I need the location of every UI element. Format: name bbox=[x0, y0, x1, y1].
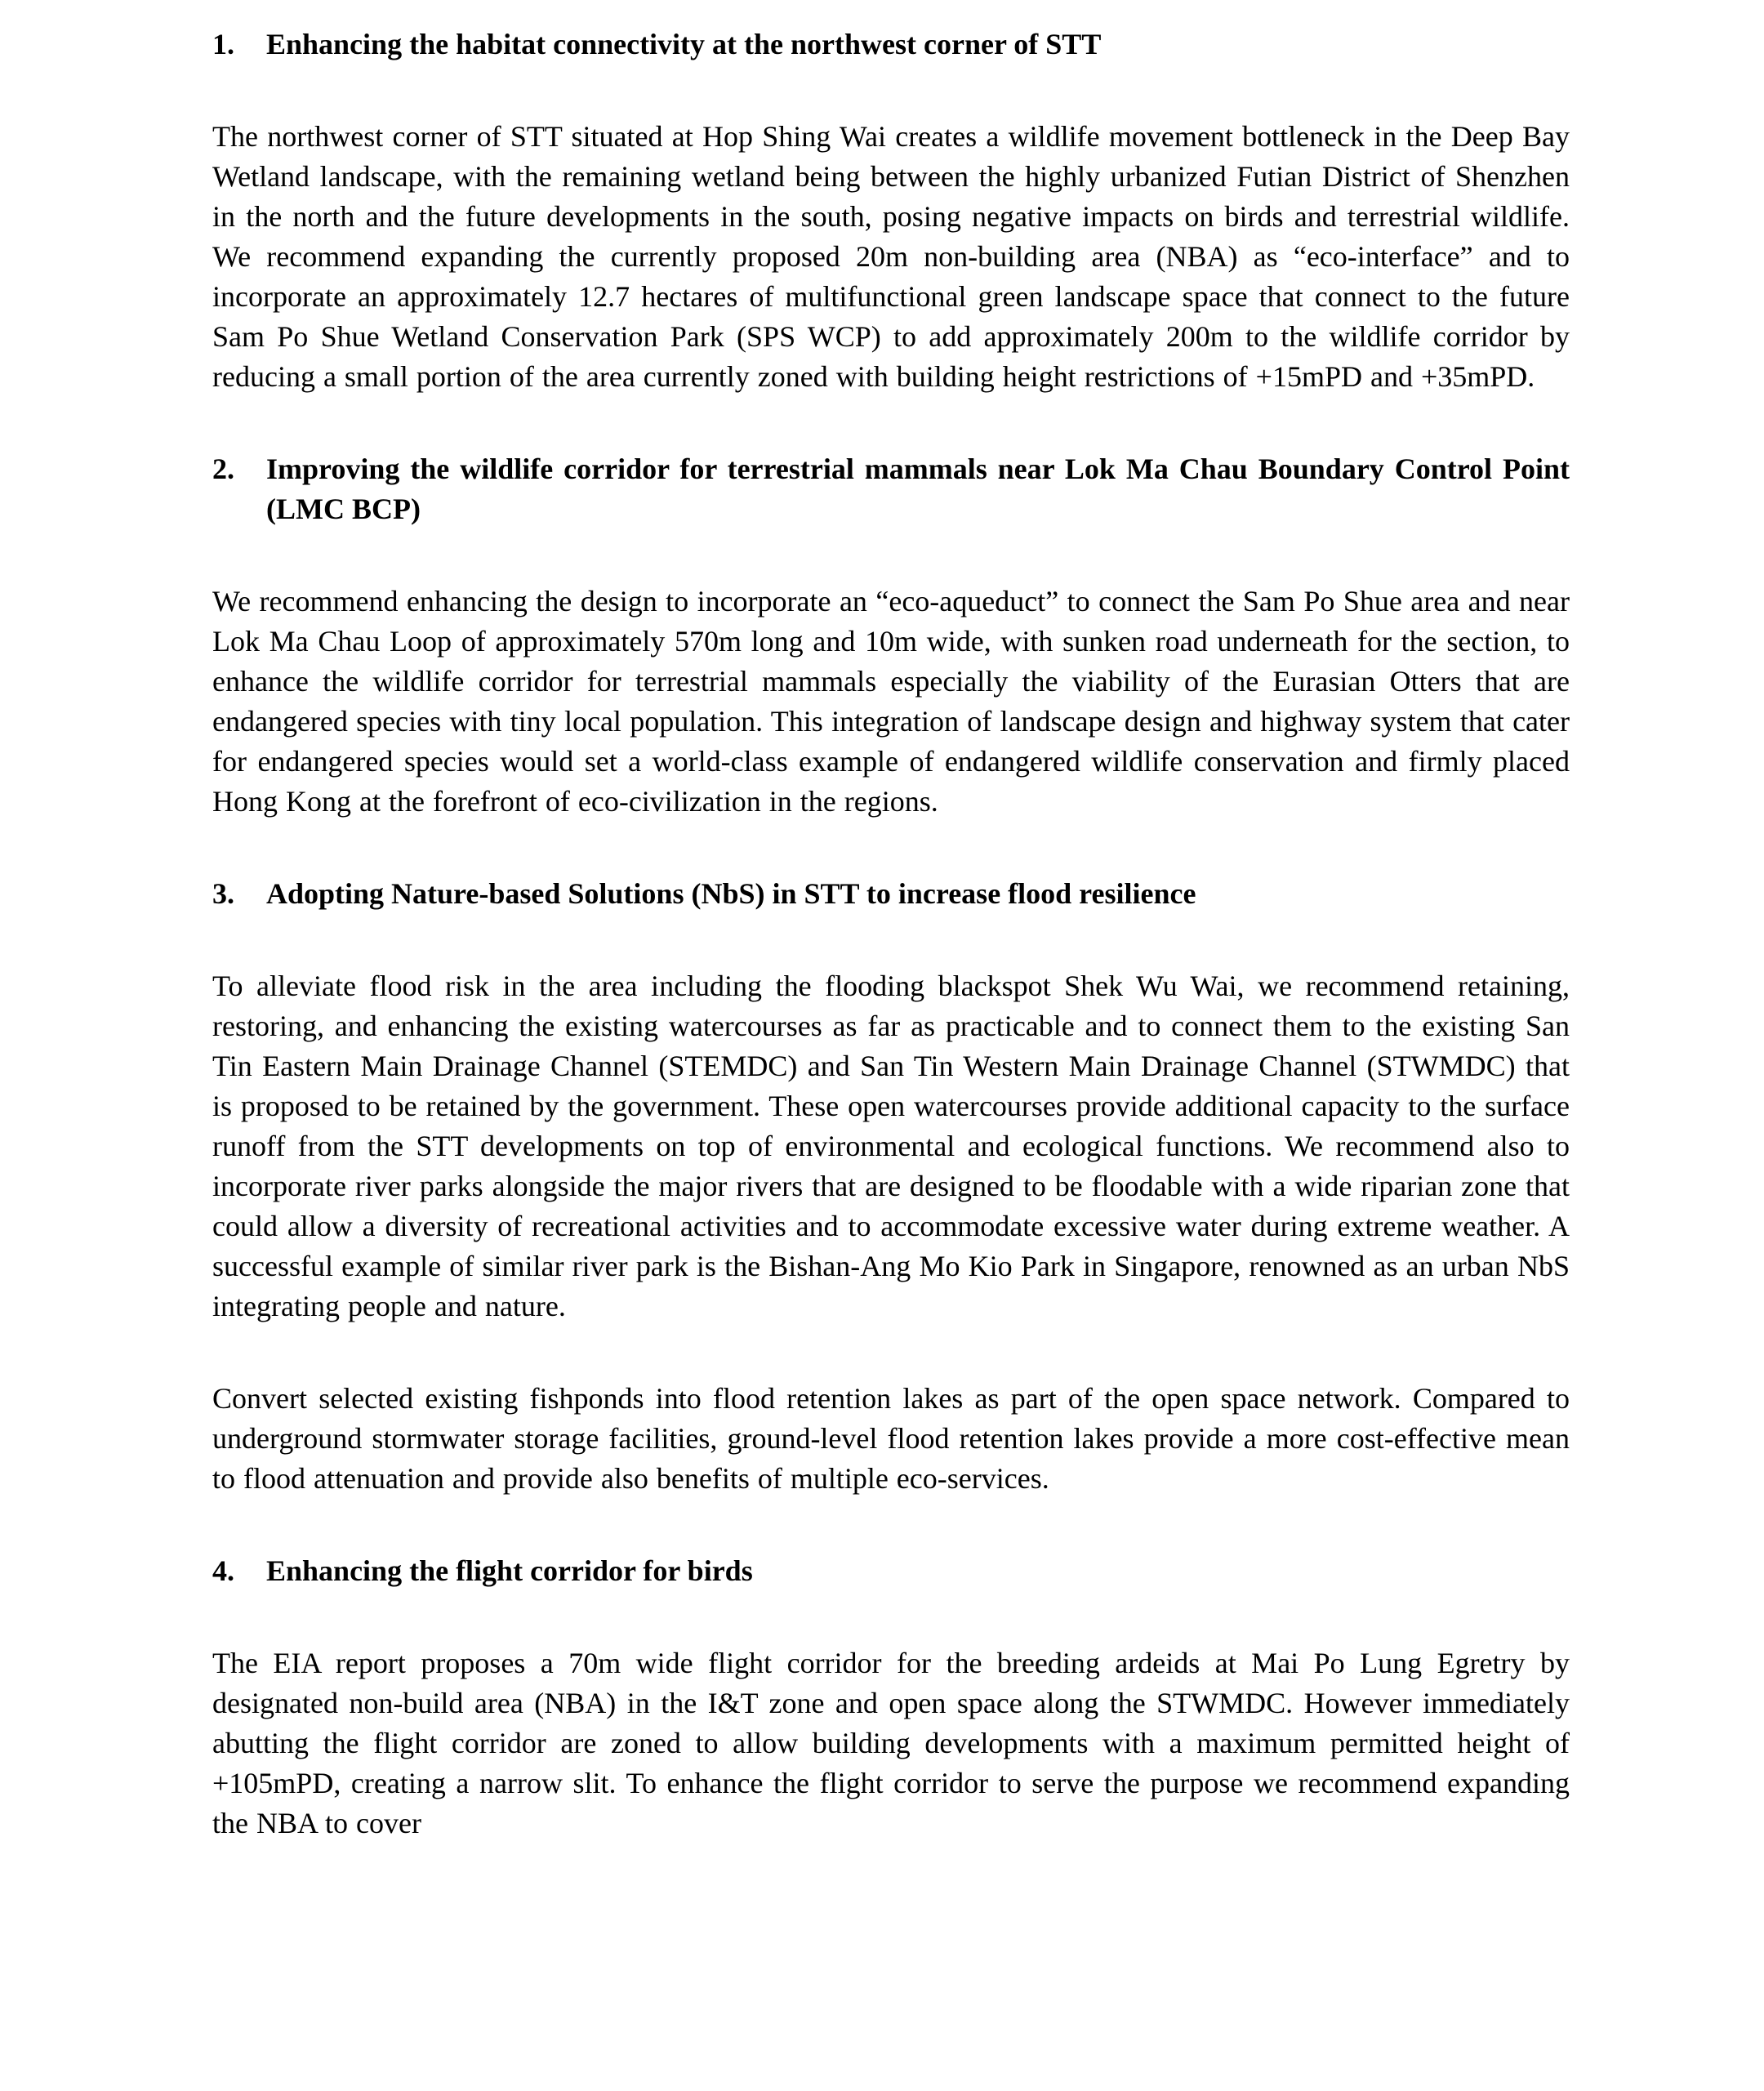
section-number-2: 2. bbox=[212, 453, 234, 485]
paragraph-1: The northwest corner of STT situated at Hop Shing Wai creates a wildlife movement bottleneck in the Deep Bay Wetland landscape, with the remaining wetland being between the highly urbanized Futian District of Shenzhen in the north and the future developments in the south, posing negative impacts on birds and terrestrial wildlife. We recommend expanding the currently proposed 20m non-building area (NBA) as “eco-interface” and to incorporate an approximately 12.7 hectares of multifunctional green landscape space that connect to the future Sam Po Shue Wetland Conservation Park (SPS WCP) to add approximately 200m to the wildlife corridor by reducing a small portion of the area currently zoned with building height restrictions of +15mPD and +35mPD. bbox=[212, 120, 1570, 393]
section-heading-3 bbox=[212, 874, 1570, 914]
section-title-4: Enhancing the flight corridor for birds bbox=[266, 1554, 753, 1587]
paragraph-4: Convert selected existing fishponds into flood retention lakes as part of the open space network. Compared to underground stormwater storage facilities, ground-level flood retention lakes provide a more cost-effective mean to flood attenuation and provide also benefits of multiple eco-services. bbox=[212, 1382, 1570, 1495]
paragraph-2: We recommend enhancing the design to incorporate an “eco-aqueduct” to connect the Sam Po Shue area and near Lok Ma Chau Loop of approximately 570m long and 10m wide, with sunken road underneath for the section, to enhance the wildlife corridor for terrestrial mammals especially the viability of the Eurasian Otters that are endangered species with tiny local population. This integration of landscape design and highway system that cater for endangered species would set a world-class example of endangered wildlife conservation and firmly placed Hong Kong at the forefront of eco-civilization in the regions. bbox=[212, 585, 1570, 818]
section-number-4: 4. bbox=[212, 1554, 234, 1587]
section-title-2: Improving the wildlife corridor for terrestrial mammals near Lok Ma Chau Boundary Control Point (LMC BCP) bbox=[266, 453, 1570, 525]
section-heading-1 bbox=[212, 25, 1570, 65]
paragraph-5: The EIA report proposes a 70m wide flight corridor for the breeding ardeids at Mai Po Lung Egretry by designated non-build area (NBA) in the I&T zone and open space along the STWMDC. However immediately abutting the flight corridor are zoned to allow building developments with a maximum permitted height of +105mPD, creating a narrow slit. To enhance the flight corridor to serve the purpose we recommend expanding the NBA to cover bbox=[212, 1647, 1570, 1839]
section-number-3: 3. bbox=[212, 877, 234, 910]
section-title-1: Enhancing the habitat connectivity at the northwest corner of STT bbox=[266, 28, 1102, 60]
section-title-3: Adopting Nature-based Solutions (NbS) in STT to increase flood resilience bbox=[266, 877, 1196, 910]
section-heading-2 bbox=[212, 449, 1570, 529]
section-number-1: 1. bbox=[212, 28, 234, 60]
paragraph-3: To alleviate flood risk in the area including the flooding blackspot Shek Wu Wai, we recommend retaining, restoring, and enhancing the existing watercourses as far as practicable and to connect them to the existing San Tin Eastern Main Drainage Channel (STEMDC) and San Tin Western Main Drainage Channel (STWMDC) that is proposed to be retained by the government. These open watercourses provide additional capacity to the surface runoff from the STT developments on top of environmental and ecological functions. We recommend also to incorporate river parks alongside the major rivers that are designed to be floodable with a wide riparian zone that could allow a diversity of recreational activities and to accommodate excessive water during extreme weather. A successful example of similar river park is the Bishan-Ang Mo Kio Park in Singapore, renowned as an urban NbS integrating people and nature. bbox=[212, 970, 1570, 1322]
section-heading-4 bbox=[212, 1551, 1570, 1591]
